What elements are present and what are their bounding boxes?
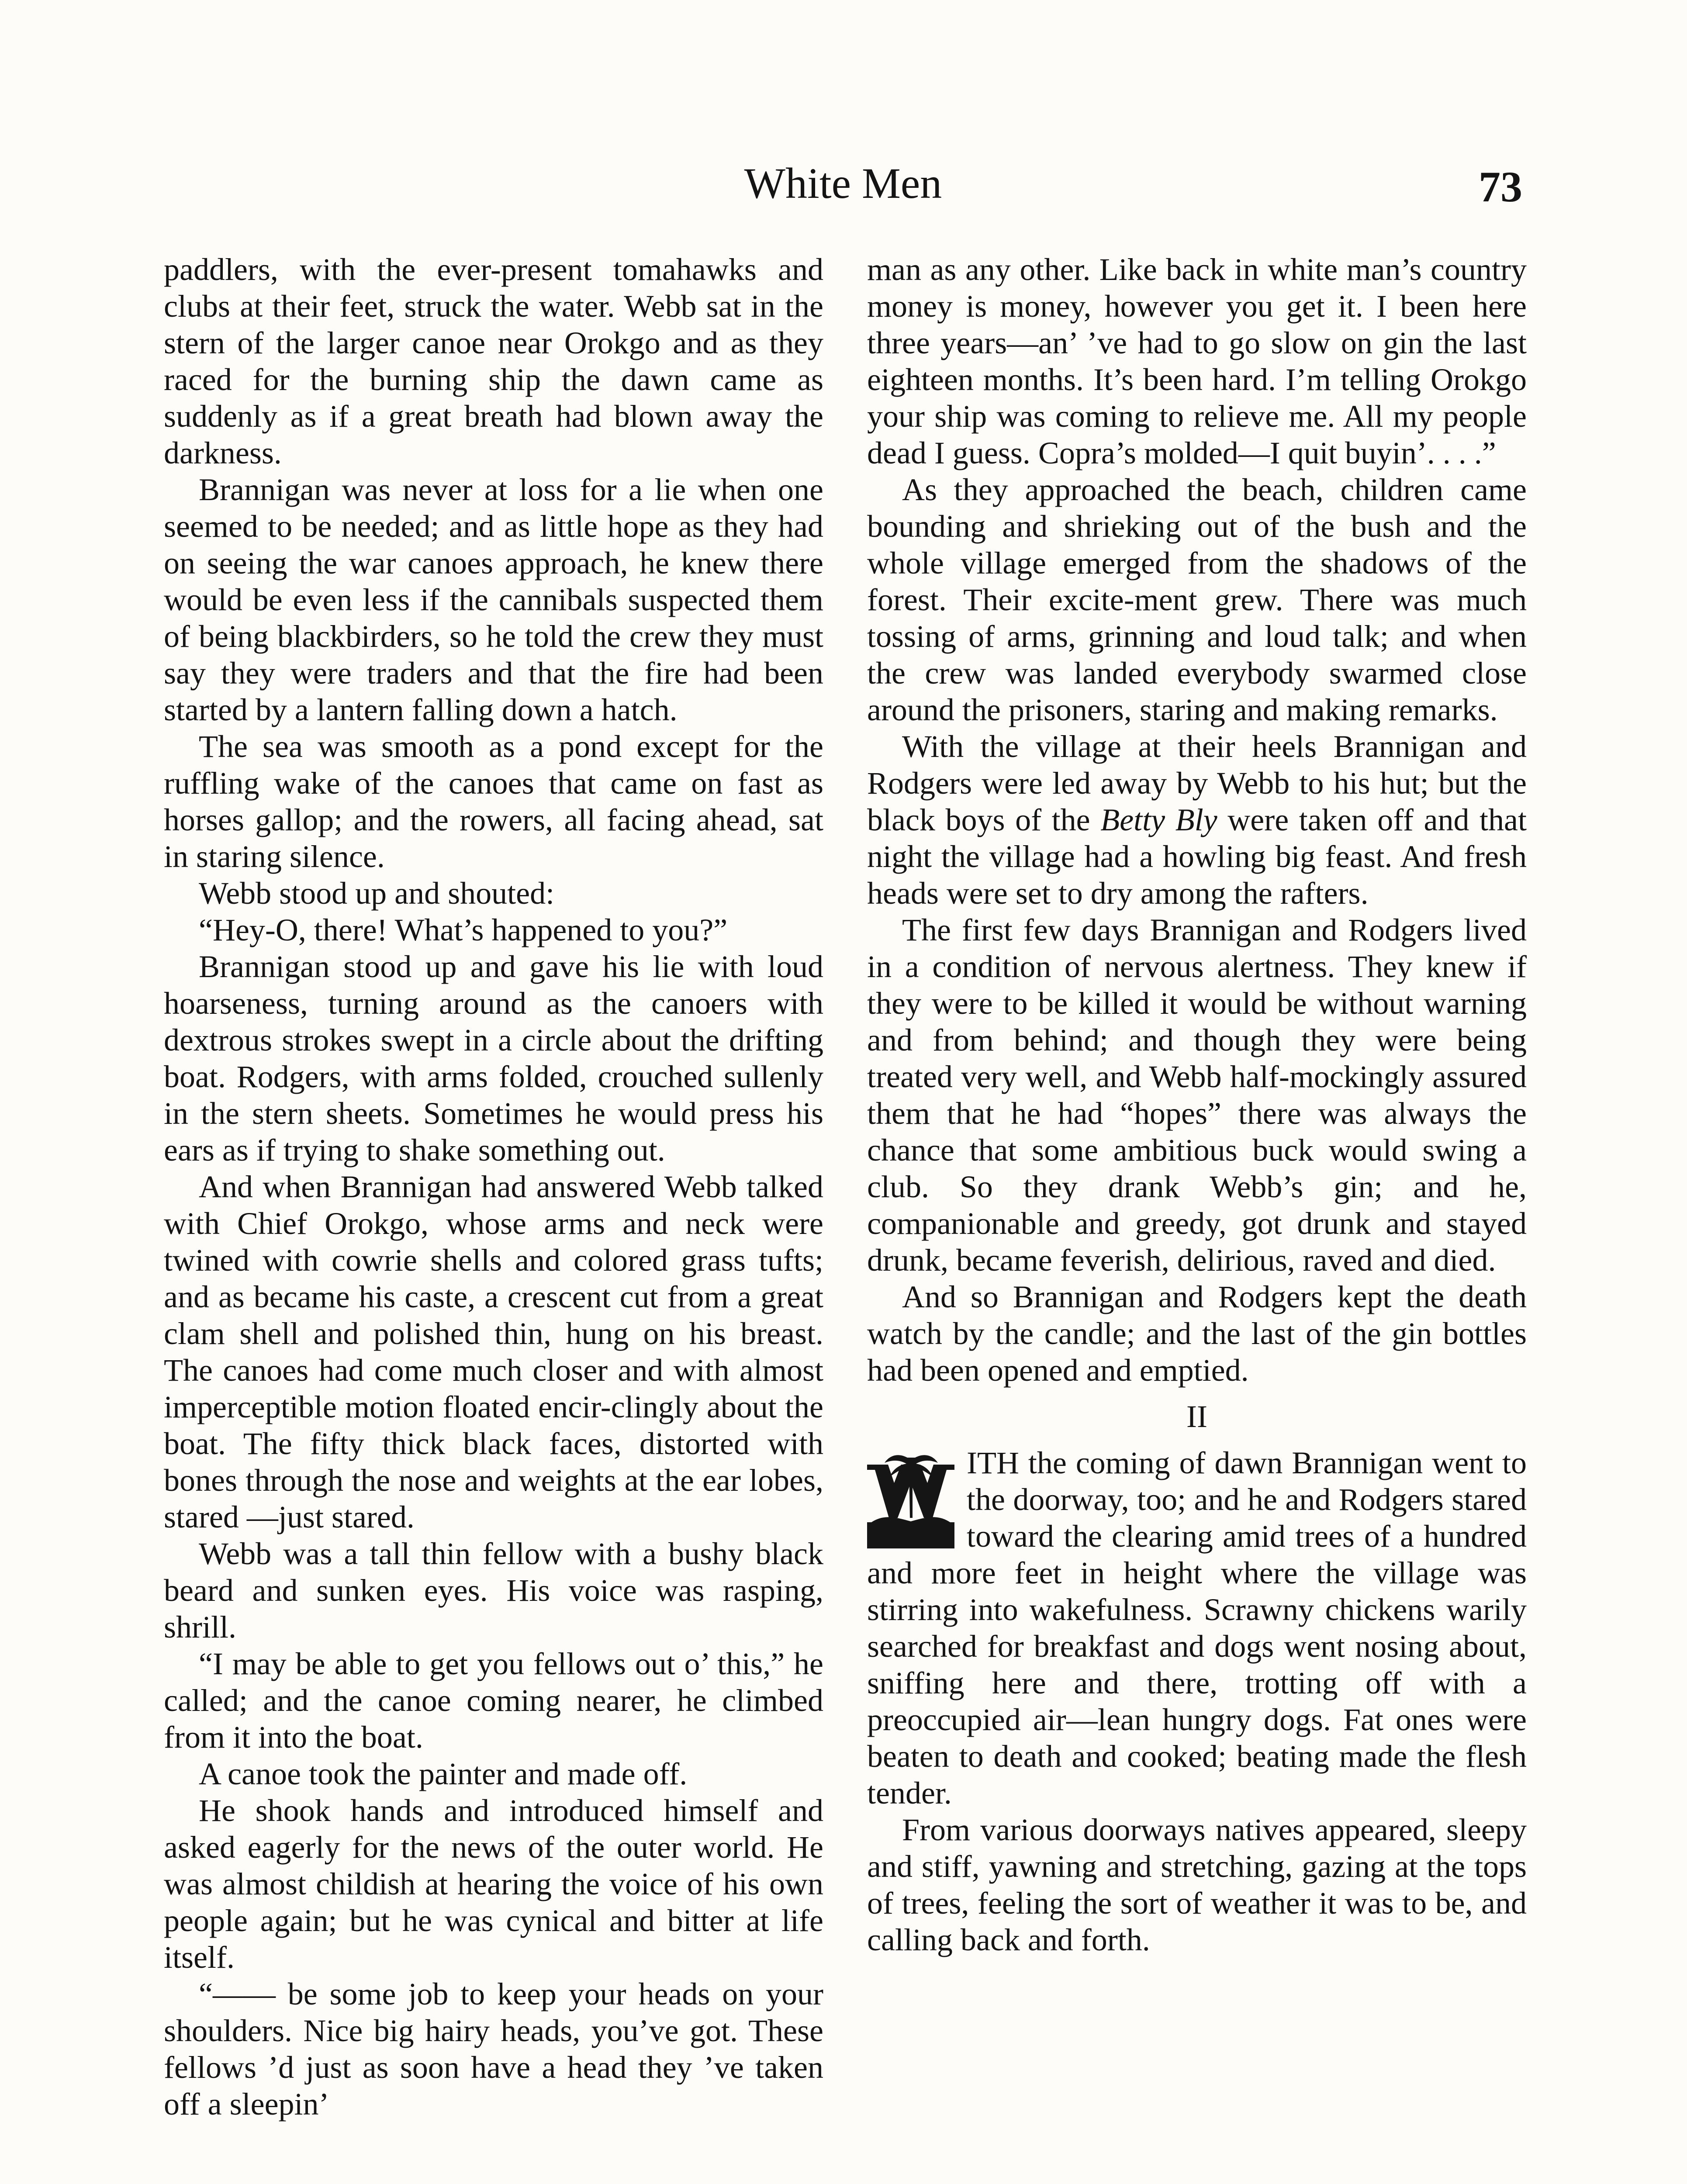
paragraph: A canoe took the painter and made off. bbox=[199, 1756, 688, 1791]
dropcap-paragraph-text: ITH the coming of dawn Brannigan went to the doorway, too; and he and Rodgers stared toward the clearing amid trees of a hundred and more feet in height where the village was stirring into wakefulness. Scrawny chickens warily searched for breakfast and dogs went nosing about, sniffing here and there, trotting off with a preoccupied air—lean hungry dogs. Fat ones were beaten to death and cooked; beating made the flesh tender. bbox=[867, 1445, 1527, 1811]
ship-name: Betty Bly bbox=[1100, 802, 1217, 837]
dropcap-paragraph bbox=[867, 1444, 1527, 1811]
paragraph: The sea was smooth as a pond except for the ruffling wake of the canoes that came on fast as horses gallop; and the rowers, all facing ahead, sat in staring silence. bbox=[164, 729, 823, 874]
right-column bbox=[867, 251, 1527, 1958]
paragraph: Brannigan was never at loss for a lie when one seemed to be needed; and as little hope as they had on seeing the war canoes approach, he knew there would be even less if the cannibals suspected them of being blackbirders, so he told the crew they must say they were traders and that the fire had been started by a lantern falling down a hatch. bbox=[164, 472, 823, 727]
paragraph: The first few days Brannigan and Rodgers lived in a condition of nervous alertness. They knew if they were to be killed it would be without warning and from behind; and though they were being treated very well, and Webb half-mockingly assured them that he had “hopes” there was always the chance that some ambitious buck would swing a club. So they drank Webb’s gin; and he, companionable and greedy, got drunk and stayed drunk, became feverish, delirious, raved and died. bbox=[867, 912, 1527, 1278]
paragraph: Brannigan stood up and gave his lie with loud hoarseness, turning around as the canoers with dextrous strokes swept in a circle about the drifting boat. Rodgers, with arms folded, crouched sullenly in the stern sheets. Sometimes he would press his ears as if trying to shake something out. bbox=[164, 949, 823, 1168]
paragraph: From various doorways natives appeared, sleepy and stiff, yawning and stretching, gazing at the tops of trees, feeling the sort of weather it was to be, and calling back and forth. bbox=[867, 1812, 1527, 1957]
paragraph: As they approached the beach, children came bounding and shrieking out of the bush and the whole village emerged from the shadows of the forest. Their excite-ment grew. There was much tossing of arms, grinning and loud talk; and when the crew was landed everybody swarmed close around the prisoners, staring and making remarks. bbox=[867, 472, 1527, 727]
paragraph: “Hey-O, there! What’s happened to you?” bbox=[199, 912, 728, 947]
paragraph: And when Brannigan had answered Webb talked with Chief Orokgo, whose arms and neck were twined with cowrie shells and colored grass tufts; and as became his caste, a crescent cut from a great clam shell and polished thin, hung on his breast. The canoes had come much closer and with almost imperceptible motion floated encir-clingly about the boat. The fifty thick black faces, distorted with bones through the nose and weights at the ear lobes, stared —just stared. bbox=[164, 1169, 823, 1534]
dropcap-w-icon bbox=[867, 1452, 954, 1548]
paragraph: paddlers, with the ever-present tomahawks and clubs at their feet, struck the water. Webb sat in the stern of the larger canoe near Orokgo and as they raced for the burning ship the dawn came as suddenly as if a great breath had blown away the darkness. bbox=[164, 252, 823, 470]
paragraph: He shook hands and introduced himself and asked eagerly for the news of the outer world. He was almost childish at hearing the voice of his own people again; but he was cynical and bitter at life itself. bbox=[164, 1793, 823, 1975]
paragraph: Webb was a tall thin fellow with a bushy black beard and sunken eyes. His voice was rasping, shrill. bbox=[164, 1536, 823, 1645]
running-title: White Men bbox=[744, 159, 942, 207]
running-header bbox=[164, 153, 1522, 223]
paragraph: And so Brannigan and Rodgers kept the death watch by the candle; and the last of the gin bottles had been opened and emptied. bbox=[867, 1279, 1527, 1388]
section-heading: II bbox=[1186, 1399, 1207, 1434]
paragraph: “I may be able to get you fellows out o’ this,” he called; and the canoe coming nearer, he climbed from it into the boat. bbox=[164, 1646, 823, 1755]
page-number: 73 bbox=[1479, 162, 1522, 211]
paragraph: Webb stood up and shouted: bbox=[199, 876, 555, 911]
paragraph: man as any other. Like back in white man’s country money is money, however you get it. I been here three years—an’ ’ve had to go slow on gin the last eighteen months. It’s been hard. I’m telling Orokgo your ship was coming to relieve me. All my people dead I guess. Copra’s molded—I quit buyin’. . . .” bbox=[867, 252, 1527, 470]
paragraph: With the village at their heels Brannigan and Rodgers were led away by Webb to his hut; but the black boys of the Betty Bly were taken off and that night the village had a howling big feast. And fresh heads were set to dry among the rafters. bbox=[867, 729, 1527, 911]
paragraph: “—— be some job to keep your heads on your shoulders. Nice big hairy heads, you’ve got. These fellows ’d just as soon have a head they ’ve taken off a sleepin’ bbox=[164, 1977, 823, 2122]
left-column bbox=[164, 251, 823, 2122]
